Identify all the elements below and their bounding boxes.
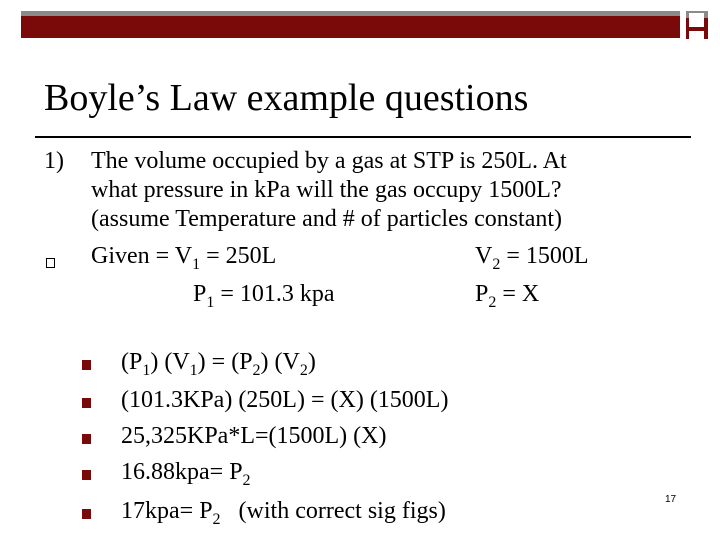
square-bullet-icon <box>82 470 91 480</box>
step-4-base: 16.88kpa= P <box>121 459 243 485</box>
corner-decoration <box>686 11 708 39</box>
hollow-square-bullet-icon <box>46 258 55 268</box>
question-line-3: (assume Temperature and # of particles constant) <box>91 206 563 232</box>
corner-square-bottom <box>689 31 704 41</box>
given-p2-base: P <box>475 281 489 307</box>
given-p2-value: = X <box>496 281 540 307</box>
square-bullet-icon <box>82 434 91 444</box>
step-5-base: 17kpa= P <box>121 498 213 524</box>
question-line-2: what pressure in kPa will the gas occupy 1500L? <box>91 177 562 203</box>
given-p2 <box>475 281 540 311</box>
given-p1 <box>193 281 335 311</box>
given-v2-base: V <box>475 243 493 269</box>
given-v1 <box>91 243 277 273</box>
given-v1-subscript: 1 <box>192 256 201 273</box>
step-4-subscript: 2 <box>242 472 251 489</box>
title-divider <box>35 136 691 138</box>
given-v2-subscript: 2 <box>492 256 501 273</box>
top-decorative-band <box>21 11 680 38</box>
question-line-1: The volume occupied by a gas at STP is 250L. At <box>91 148 567 174</box>
corner-square-top <box>689 13 704 27</box>
step-1-subscript: 1 <box>189 362 198 379</box>
step-1 <box>121 349 316 379</box>
given-p1-base: P <box>193 281 207 307</box>
given-p2-subscript: 2 <box>488 294 497 311</box>
step-5 <box>121 498 446 528</box>
step-5-subscript: 2 <box>212 511 221 528</box>
step-1-subscript: 1 <box>142 362 151 379</box>
step-5-note: (with correct sig figs) <box>220 498 446 524</box>
given-v2 <box>475 243 589 273</box>
step-1-subscript: 2 <box>299 362 308 379</box>
page-number: 17 <box>665 494 677 505</box>
given-p1-value: = 101.3 kpa <box>214 281 335 307</box>
given-v2-value: = 1500L <box>500 243 589 269</box>
step-2: (101.3KPa) (250L) = (X) (1500L) <box>121 387 449 413</box>
step-1-part: ) = (P <box>197 349 253 375</box>
step-3: 25,325KPa*L=(1500L) (X) <box>121 423 387 449</box>
step-1-subscript: 2 <box>252 362 261 379</box>
square-bullet-icon <box>82 360 91 370</box>
step-1-part: (P <box>121 349 143 375</box>
question-number: 1) <box>44 148 64 174</box>
given-label: Given = V <box>91 243 193 269</box>
slide-title: Boyle’s Law example questions <box>44 77 529 119</box>
given-v1-value: = 250L <box>200 243 277 269</box>
square-bullet-icon <box>82 509 91 519</box>
step-1-part: ) (V <box>260 349 300 375</box>
step-1-part: ) <box>307 349 316 375</box>
step-4 <box>121 459 251 489</box>
square-bullet-icon <box>82 398 91 408</box>
given-p1-subscript: 1 <box>206 294 215 311</box>
step-1-part: ) (V <box>150 349 190 375</box>
